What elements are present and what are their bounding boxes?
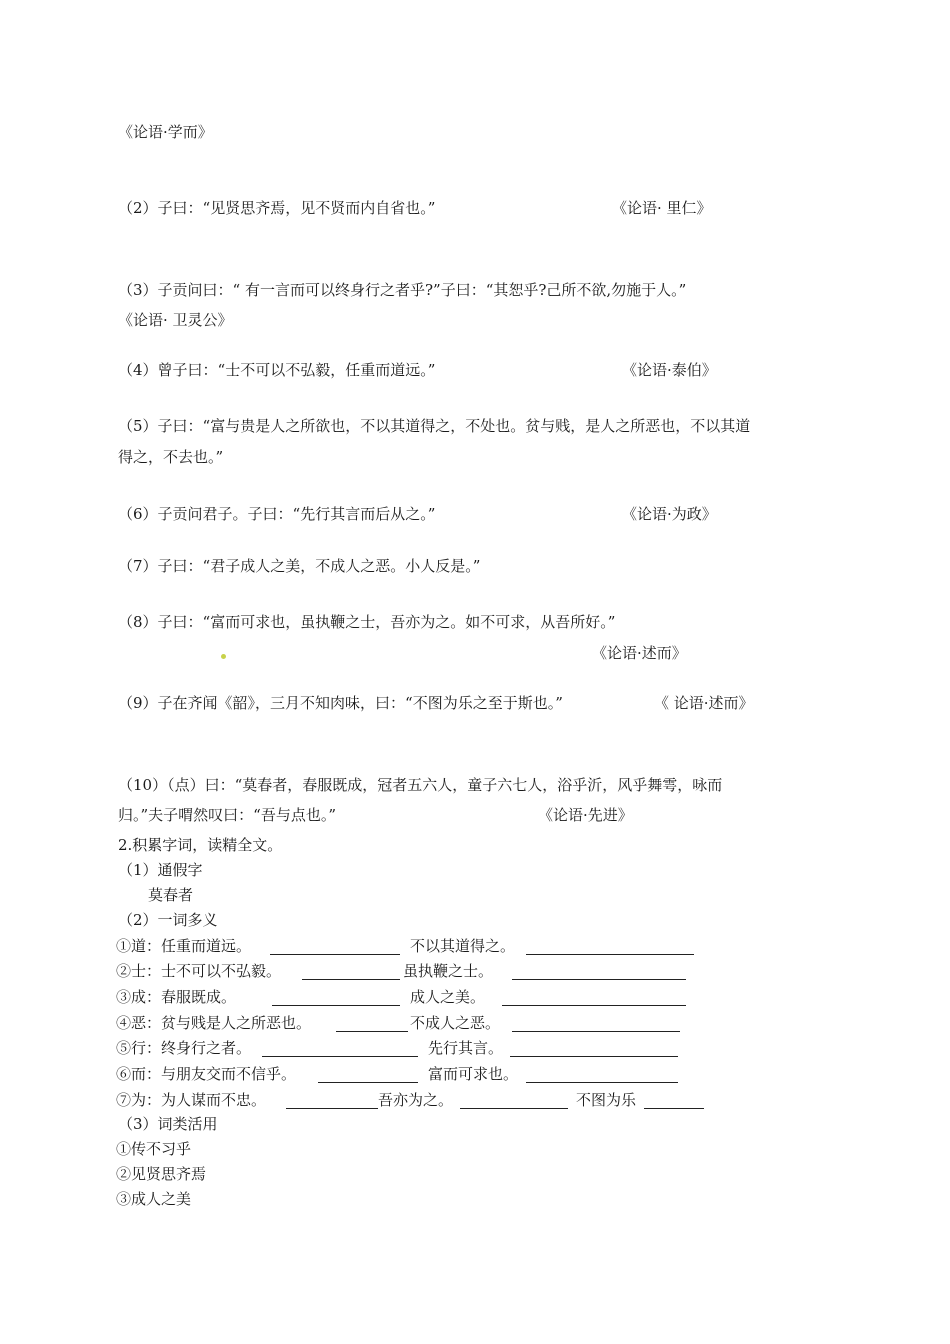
answer-blank[interactable]	[512, 964, 686, 980]
answer-blank[interactable]	[644, 1093, 704, 1109]
quote-4: （4）曾子曰：“士不可以不弘毅，任重而道远。”	[118, 361, 436, 379]
row-xing-a: ⑤行：终身行之者。	[116, 1039, 252, 1057]
answer-blank[interactable]	[526, 1067, 678, 1083]
quote-7: （7）子曰：“君子成人之美，不成人之恶。小人反是。”	[118, 557, 481, 575]
quote-8: （8）子曰：“富而可求也，虽执鞭之士，吾亦为之。如不可求，从吾所好。”	[118, 613, 616, 631]
answer-blank[interactable]	[460, 1093, 568, 1109]
row-er-b: 富而可求也。	[428, 1065, 519, 1083]
answer-blank[interactable]	[272, 990, 400, 1006]
row-wei-b: 吾亦为之。	[378, 1091, 454, 1109]
quote-6: （6）子贡问君子。子曰：“先行其言而后从之。”	[118, 505, 436, 523]
row-shi-b: 虽执鞭之士。	[403, 962, 494, 980]
answer-blank[interactable]	[526, 939, 694, 955]
source-xianjin: 《论语·先进》	[538, 806, 633, 824]
source-xueer: 《论语·学而》	[118, 123, 213, 141]
answer-blank[interactable]	[262, 1041, 418, 1057]
source-weilinggong: 《论语· 卫灵公》	[118, 311, 233, 329]
row-er-a: ⑥而：与朋友交而不信乎。	[116, 1065, 297, 1083]
answer-blank[interactable]	[318, 1067, 418, 1083]
row-cheng-a: ③成：春服既成。	[116, 988, 237, 1006]
quote-9: （9）子在齐闻《韶》，三月不知肉味，曰：“不图为乐之至于斯也。”	[118, 694, 563, 712]
row-wei-a: ⑦为：为人谋而不忠。	[116, 1091, 267, 1109]
sub-heading-yiciduoyi: （2）一词多义	[118, 911, 218, 929]
huoyong-item: ③成人之美	[116, 1190, 192, 1208]
source-liren: 《论语· 里仁》	[612, 199, 712, 217]
tongjiazi-item: 莫春者	[148, 886, 194, 904]
quote-10-line1: （10）（点）曰：“莫春者，春服既成，冠者五六人，童子六七人，浴乎沂，风乎舞雩，咏而	[118, 776, 723, 794]
row-dao-a: ①道：任重而道远。	[116, 937, 252, 955]
quote-3: （3）子贡问曰：“ 有一言而可以终身行之者乎?”子曰：“其恕乎?己所不欲,勿施于人。”	[118, 281, 687, 299]
row-e-b: 不成人之恶。	[410, 1014, 501, 1032]
sub-heading-cileihuoyong: （3）词类活用	[118, 1115, 218, 1133]
quote-5-line2: 得之，不去也。”	[118, 448, 224, 466]
quote-5-line1: （5）子曰：“富与贵是人之所欲也，不以其道得之，不处也。贫与贱，是人之所恶也，不以其道	[118, 417, 751, 435]
source-shuer-1: 《论语·述而》	[592, 644, 687, 662]
answer-blank[interactable]	[510, 1041, 678, 1057]
answer-blank[interactable]	[502, 990, 686, 1006]
source-shuer-2: 《 论语·述而》	[654, 694, 754, 712]
source-taibo: 《论语·泰伯》	[622, 361, 717, 379]
row-xing-b: 先行其言。	[428, 1039, 504, 1057]
row-cheng-b: 成人之美。	[410, 988, 486, 1006]
row-shi-a: ②士：士不可以不弘毅。	[116, 962, 282, 980]
quote-10-line2: 归。”夫子喟然叹曰：“吾与点也。”	[118, 806, 337, 824]
answer-blank[interactable]	[302, 964, 400, 980]
row-e-a: ④恶：贫与贱是人之所恶也。	[116, 1014, 312, 1032]
stray-dot-mark	[221, 654, 226, 659]
row-dao-b: 不以其道得之。	[410, 937, 516, 955]
huoyong-item: ②见贤思齐焉	[116, 1165, 207, 1183]
answer-blank[interactable]	[286, 1093, 378, 1109]
section-2-heading: 2.积累字词，读精全文。	[118, 836, 283, 854]
row-wei-c: 不图为乐	[576, 1091, 637, 1109]
answer-blank[interactable]	[512, 1016, 680, 1032]
answer-blank[interactable]	[270, 939, 400, 955]
answer-blank[interactable]	[336, 1016, 408, 1032]
sub-heading-tongjiazi: （1）通假字	[118, 861, 203, 879]
source-weizheng: 《论语·为政》	[622, 505, 717, 523]
quote-2: （2）子曰：“见贤思齐焉，见不贤而内自省也。”	[118, 199, 436, 217]
huoyong-item: ①传不习乎	[116, 1140, 192, 1158]
